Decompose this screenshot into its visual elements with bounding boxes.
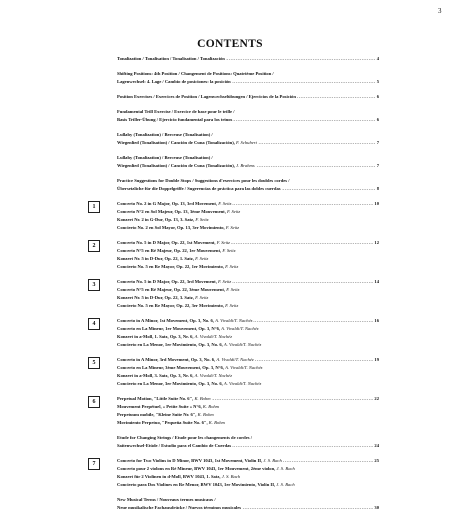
toc-title-text: Konzert in a-Moll, 3. Satz, Op. 3, Nr. 6, <box>117 373 195 378</box>
toc-line <box>117 473 379 481</box>
toc-page-number: 30 <box>374 505 379 510</box>
toc-line-text <box>117 482 296 487</box>
toc-line <box>117 247 379 255</box>
toc-title-text: Tonalization / Tonalisation / Tonalisation / Tonalización <box>117 56 225 61</box>
toc-title-text: Etude for Changing Strings / Etude pour les changements de cordes / <box>117 435 252 440</box>
toc-title-text: Fundamental Trill Exercise / Exercice de base pour le trille / <box>117 109 235 114</box>
toc-title-text: Concerto in A Minor, 3rd Movement, Op. 3, No. 6, <box>117 357 217 362</box>
toc-entry <box>85 278 379 310</box>
toc-line <box>117 55 379 63</box>
toc-line-text <box>117 412 215 417</box>
toc-title-text: Concierto en La Menor, 1er Movimiento, Op. 3, No. 6, <box>117 342 224 347</box>
toc-entry <box>85 200 379 232</box>
toc-line-text <box>117 178 291 183</box>
toc-line <box>117 224 379 232</box>
toc-title-text: Concerto N°2 en Sol Majeur, Op. 13, 3ème Mouvement, <box>117 209 227 214</box>
table-of-contents <box>85 55 379 519</box>
toc-page-number: 4 <box>376 56 379 61</box>
toc-line <box>117 341 379 349</box>
toc-title-text: Wiegenlied (Tonalisation) / Canción de Cuna (Tonalización), <box>117 140 237 145</box>
toc-line <box>117 481 379 489</box>
toc-page-number: 8 <box>376 186 379 191</box>
toc-line-text <box>117 256 209 261</box>
toc-title-text: Concerto en La Mineur, 3ème Mouvement, Op. 3, N°6, <box>117 365 226 370</box>
toc-title-text: Shifting Positions: 4th Position / Changement de Positions: Quatrième Position / <box>117 71 274 76</box>
toc-title-text: Lagenwechsel: 4. Lage / Cambio de posiciones: la posición <box>117 79 231 84</box>
toc-line-text <box>117 264 239 269</box>
toc-title-text: Concerto in A Minor, 1st Movement, Op. 3, No. 6, <box>117 318 216 323</box>
toc-line <box>117 419 379 427</box>
toc-line <box>117 93 379 101</box>
toc-line-text <box>117 201 232 206</box>
toc-entry <box>85 70 379 86</box>
track-number-box: 2 <box>88 240 100 252</box>
toc-line <box>117 356 379 364</box>
composer-name: J. S. Bach <box>221 474 241 479</box>
toc-title-text: Perpetual Motion, "Little Suite No. 6", <box>117 396 195 401</box>
toc-title-text: Position Exercises / Exercices de Position / Lagenwechselübungen / Ejercicios de la Posición <box>117 94 296 99</box>
toc-title-text: Saitenwechsel-Etüde / Estudio para el Cambio de Cuerdas <box>117 443 232 448</box>
composer-name: F. Seitz <box>226 287 240 292</box>
toc-line-text <box>117 140 258 145</box>
toc-title-text: Lullaby (Tonalization) / Berceuse (Tonalisation) / <box>117 155 213 160</box>
composer-name: F. Seitz <box>225 225 240 230</box>
composer-name: J. S. Bach <box>276 466 295 471</box>
toc-title-text: Perpetuum mobile, "Kleine Suite Nr. 6", <box>117 412 198 417</box>
toc-title-text: New Musical Terms / Nouveaux termes musicaux / <box>117 497 216 502</box>
toc-line-text <box>117 225 240 230</box>
toc-page-number: 10 <box>374 201 379 206</box>
toc-line-text <box>117 404 220 409</box>
toc-page-number: 19 <box>374 357 379 362</box>
toc-entry <box>85 356 379 388</box>
toc-line-text <box>117 209 241 214</box>
toc-title-text: Konzert für 2 Violinen in d-Moll, BWV 1043, 1. Satz, <box>117 474 222 479</box>
toc-line-text <box>117 474 241 479</box>
toc-line-text <box>117 435 253 440</box>
composer-name: A. Vivaldi/T. Nachéz <box>223 342 262 347</box>
composer-name: F. Seitz <box>218 279 232 284</box>
page-number: 3 <box>438 7 442 15</box>
toc-title-text: Concerto N°5 en Ré Majeur, Op. 22, 1er Mouvement, <box>117 248 223 253</box>
composer-name: F. Seitz <box>195 256 209 261</box>
composer-name: F. Seitz <box>222 248 236 253</box>
toc-line-text <box>117 155 214 160</box>
toc-title-text: Konzert Nr. 5 in D-Dur, Op. 22, 1. Satz, <box>117 256 196 261</box>
toc-entry <box>85 395 379 427</box>
toc-line-text <box>117 326 260 331</box>
toc-entry <box>85 457 379 489</box>
toc-line <box>117 403 379 411</box>
toc-line <box>117 434 379 442</box>
toc-title-text: Konzert in a-Moll, 1. Satz, Op. 3, Nr. 6, <box>117 334 195 339</box>
toc-line <box>117 216 379 224</box>
composer-name: J. Brahms <box>236 163 255 168</box>
toc-line-text <box>117 79 232 84</box>
track-number-box: 5 <box>88 357 100 369</box>
toc-title-text: Neue musikalische Fachausdrücke / Nuevos términos musicales <box>117 505 242 510</box>
toc-title-text: Wiegenlied (Tonalisation) / Canción de Cuna (Tonalización), <box>117 163 237 168</box>
toc-line-text <box>117 186 282 191</box>
toc-title-text: Concerto pour 2 violons en Ré Mineur, BWV 1043, 1er Mouvement, 2ème violon, <box>117 466 277 471</box>
toc-page-number: 7 <box>376 140 379 145</box>
toc-title-text: Concierto en La Menor, 3er Movimiento, Op. 3, No. 6, <box>117 381 224 386</box>
toc-line-text <box>117 505 242 510</box>
composer-name: A. Vivaldi/T. Nachéz <box>215 318 253 323</box>
composer-name: F. Seitz <box>225 303 239 308</box>
composer-name: F. Seitz <box>195 295 209 300</box>
toc-title-text: Practice Suggestions for Double Stops / Suggestions d'exercices pour les doubles cordes / <box>117 178 290 183</box>
toc-title-text: Konzert Nr. 2 in G-Dur, Op. 13, 3. Satz, <box>117 217 196 222</box>
composer-name: A. Vivaldi/T. Nachéz <box>194 373 233 378</box>
toc-line <box>117 442 379 450</box>
toc-title-text: Concerto for Two Violins in D Minor, BWV 1043, 1st Movement, Violin II, <box>117 458 264 463</box>
toc-line-text <box>117 117 233 122</box>
toc-line <box>117 317 379 325</box>
toc-title-text: Concierto No. 5 en Re Mayor, Op. 22, 1er Movimiento, <box>117 264 226 269</box>
toc-page-number: 14 <box>374 279 379 284</box>
toc-line <box>117 116 379 124</box>
toc-line <box>117 255 379 263</box>
toc-line <box>117 504 379 512</box>
toc-entry <box>85 55 379 63</box>
toc-line-text <box>117 365 263 370</box>
composer-name: K. Bohm <box>197 412 214 417</box>
composer-name: F. Seitz <box>227 209 241 214</box>
toc-line-text <box>117 303 239 308</box>
composer-name: K. Bohm <box>202 404 219 409</box>
toc-line-text <box>117 334 233 339</box>
toc-line <box>117 302 379 310</box>
toc-line <box>117 411 379 419</box>
toc-page-number: 7 <box>376 163 379 168</box>
composer-name: F. Schubert <box>236 140 257 145</box>
toc-line <box>117 278 379 286</box>
toc-title-text: Concierto No. 5 en Re Mayor, Op. 22, 3er Movimiento, <box>117 303 226 308</box>
toc-entry <box>85 131 379 147</box>
toc-line-text <box>117 295 209 300</box>
toc-entry <box>85 93 379 101</box>
composer-name: A. Vivaldi/T. Nachéz <box>223 381 262 386</box>
composer-name: A. Vivaldi/T. Nachéz <box>221 326 259 331</box>
track-number-box: 4 <box>88 318 100 330</box>
composer-name: A. Vivaldi/T. Nachéz <box>194 334 233 339</box>
toc-entry <box>85 108 379 124</box>
toc-title-text: Movimiento Perpetuo, "Pequeña Suite No. 6", <box>117 420 209 425</box>
composer-name: J. S. Bach <box>263 458 282 463</box>
toc-page-number: 5 <box>376 79 379 84</box>
toc-line-text <box>117 163 256 168</box>
toc-line-text <box>117 420 226 425</box>
toc-page-number: 22 <box>374 396 379 401</box>
composer-name: A. Vivaldi/T. Nachéz <box>216 357 254 362</box>
toc-line <box>117 70 379 78</box>
toc-page-number: 16 <box>374 318 379 323</box>
toc-entry <box>85 434 379 450</box>
composer-name: K. Bohm <box>194 396 211 401</box>
toc-line <box>117 185 379 193</box>
toc-line <box>117 364 379 372</box>
composer-name: F. Seitz <box>218 201 232 206</box>
composer-name: A. Vivaldi/T. Nachéz <box>225 365 263 370</box>
toc-line-text <box>117 109 235 114</box>
toc-entry <box>85 239 379 271</box>
toc-line <box>117 263 379 271</box>
toc-line-text <box>117 342 262 347</box>
toc-title-text: Mouvement Perpétuel, « Petite Suite » N°6, <box>117 404 203 409</box>
toc-line-text <box>117 381 262 386</box>
toc-line <box>117 239 379 247</box>
track-number-box: 3 <box>88 279 100 291</box>
toc-line <box>117 333 379 341</box>
toc-line <box>117 465 379 473</box>
toc-line-text <box>117 373 233 378</box>
toc-page-number: 12 <box>374 240 379 245</box>
toc-line <box>117 395 379 403</box>
toc-page-number: 6 <box>376 117 379 122</box>
toc-line <box>117 162 379 170</box>
toc-line-text <box>117 71 275 76</box>
toc-line <box>117 208 379 216</box>
toc-line-text <box>117 217 210 222</box>
toc-line <box>117 200 379 208</box>
toc-title-text: Lullaby (Tonalization) / Berceuse (Tonalisation) / <box>117 132 213 137</box>
toc-title-text: Konzert Nr. 5 in D-Dur, Op. 22, 3. Satz, <box>117 295 196 300</box>
toc-title-text: Concerto No. 5 in D Major, Op. 22, 3rd Movement, <box>117 279 219 284</box>
toc-entry <box>85 317 379 349</box>
toc-line <box>117 154 379 162</box>
toc-line-text <box>117 287 240 292</box>
composer-name: F. Seitz <box>195 217 209 222</box>
page-title: CONTENTS <box>197 38 263 50</box>
toc-line-text <box>117 466 296 471</box>
toc-title-text: Übersetzliche für die Doppelgriffe / Sugerencias de práctica para las dobles cuerdas <box>117 186 281 191</box>
toc-page-number: 25 <box>374 458 379 463</box>
toc-title-text: Concerto N°5 en Ré Majeur, Op. 22, 3ème Mouvement, <box>117 287 227 292</box>
toc-title-text: Concerto No. 2 in G Major, Op. 13, 3rd Movement, <box>117 201 219 206</box>
track-number-box: 1 <box>88 201 100 213</box>
toc-page-number: 24 <box>374 443 379 448</box>
toc-line <box>117 177 379 185</box>
toc-title-text: Concerto No. 5 in D Major, Op. 22, 1st Movement, <box>117 240 217 245</box>
toc-line-text <box>117 458 283 463</box>
toc-line <box>117 108 379 116</box>
toc-entry <box>85 177 379 193</box>
toc-line-text <box>117 318 253 323</box>
toc-line <box>117 131 379 139</box>
composer-name: F. Seitz <box>225 264 239 269</box>
toc-line <box>117 380 379 388</box>
toc-line-text <box>117 279 232 284</box>
toc-title-text: Concierto para Dos Violines en Re Menor, BWV 1043, 1er Movimiento, Violín II, <box>117 482 277 487</box>
toc-line-text <box>117 248 237 253</box>
toc-title-text: Basis Triller-Übung / Ejercicio fundamental para los trinos <box>117 117 233 122</box>
toc-line-text <box>117 357 255 362</box>
composer-name: J. S. Bach <box>276 482 295 487</box>
toc-line <box>117 294 379 302</box>
composer-name: K. Bohm <box>208 420 225 425</box>
composer-name: F. Seitz <box>216 240 230 245</box>
toc-entry <box>85 154 379 170</box>
toc-line <box>117 496 379 504</box>
toc-line-text <box>117 56 226 61</box>
toc-title-text: Concierto No. 2 en Sol Mayor, Op. 13, 3er Movimiento, <box>117 225 226 230</box>
toc-page-number: 6 <box>376 94 379 99</box>
toc-line <box>117 286 379 294</box>
toc-line <box>117 325 379 333</box>
toc-line <box>117 78 379 86</box>
toc-line-text <box>117 94 297 99</box>
toc-line-text <box>117 132 214 137</box>
toc-line <box>117 457 379 465</box>
toc-title-text: Concerto en La Mineur, 1er Mouvement, Op. 3, N°6, <box>117 326 222 331</box>
toc-line <box>117 372 379 380</box>
toc-entry <box>85 496 379 512</box>
track-number-box: 6 <box>88 396 100 408</box>
track-number-box: 7 <box>88 458 100 470</box>
toc-line-text <box>117 240 231 245</box>
toc-line-text <box>117 497 217 502</box>
toc-line-text <box>117 443 232 448</box>
toc-line-text <box>117 396 212 401</box>
toc-line <box>117 139 379 147</box>
